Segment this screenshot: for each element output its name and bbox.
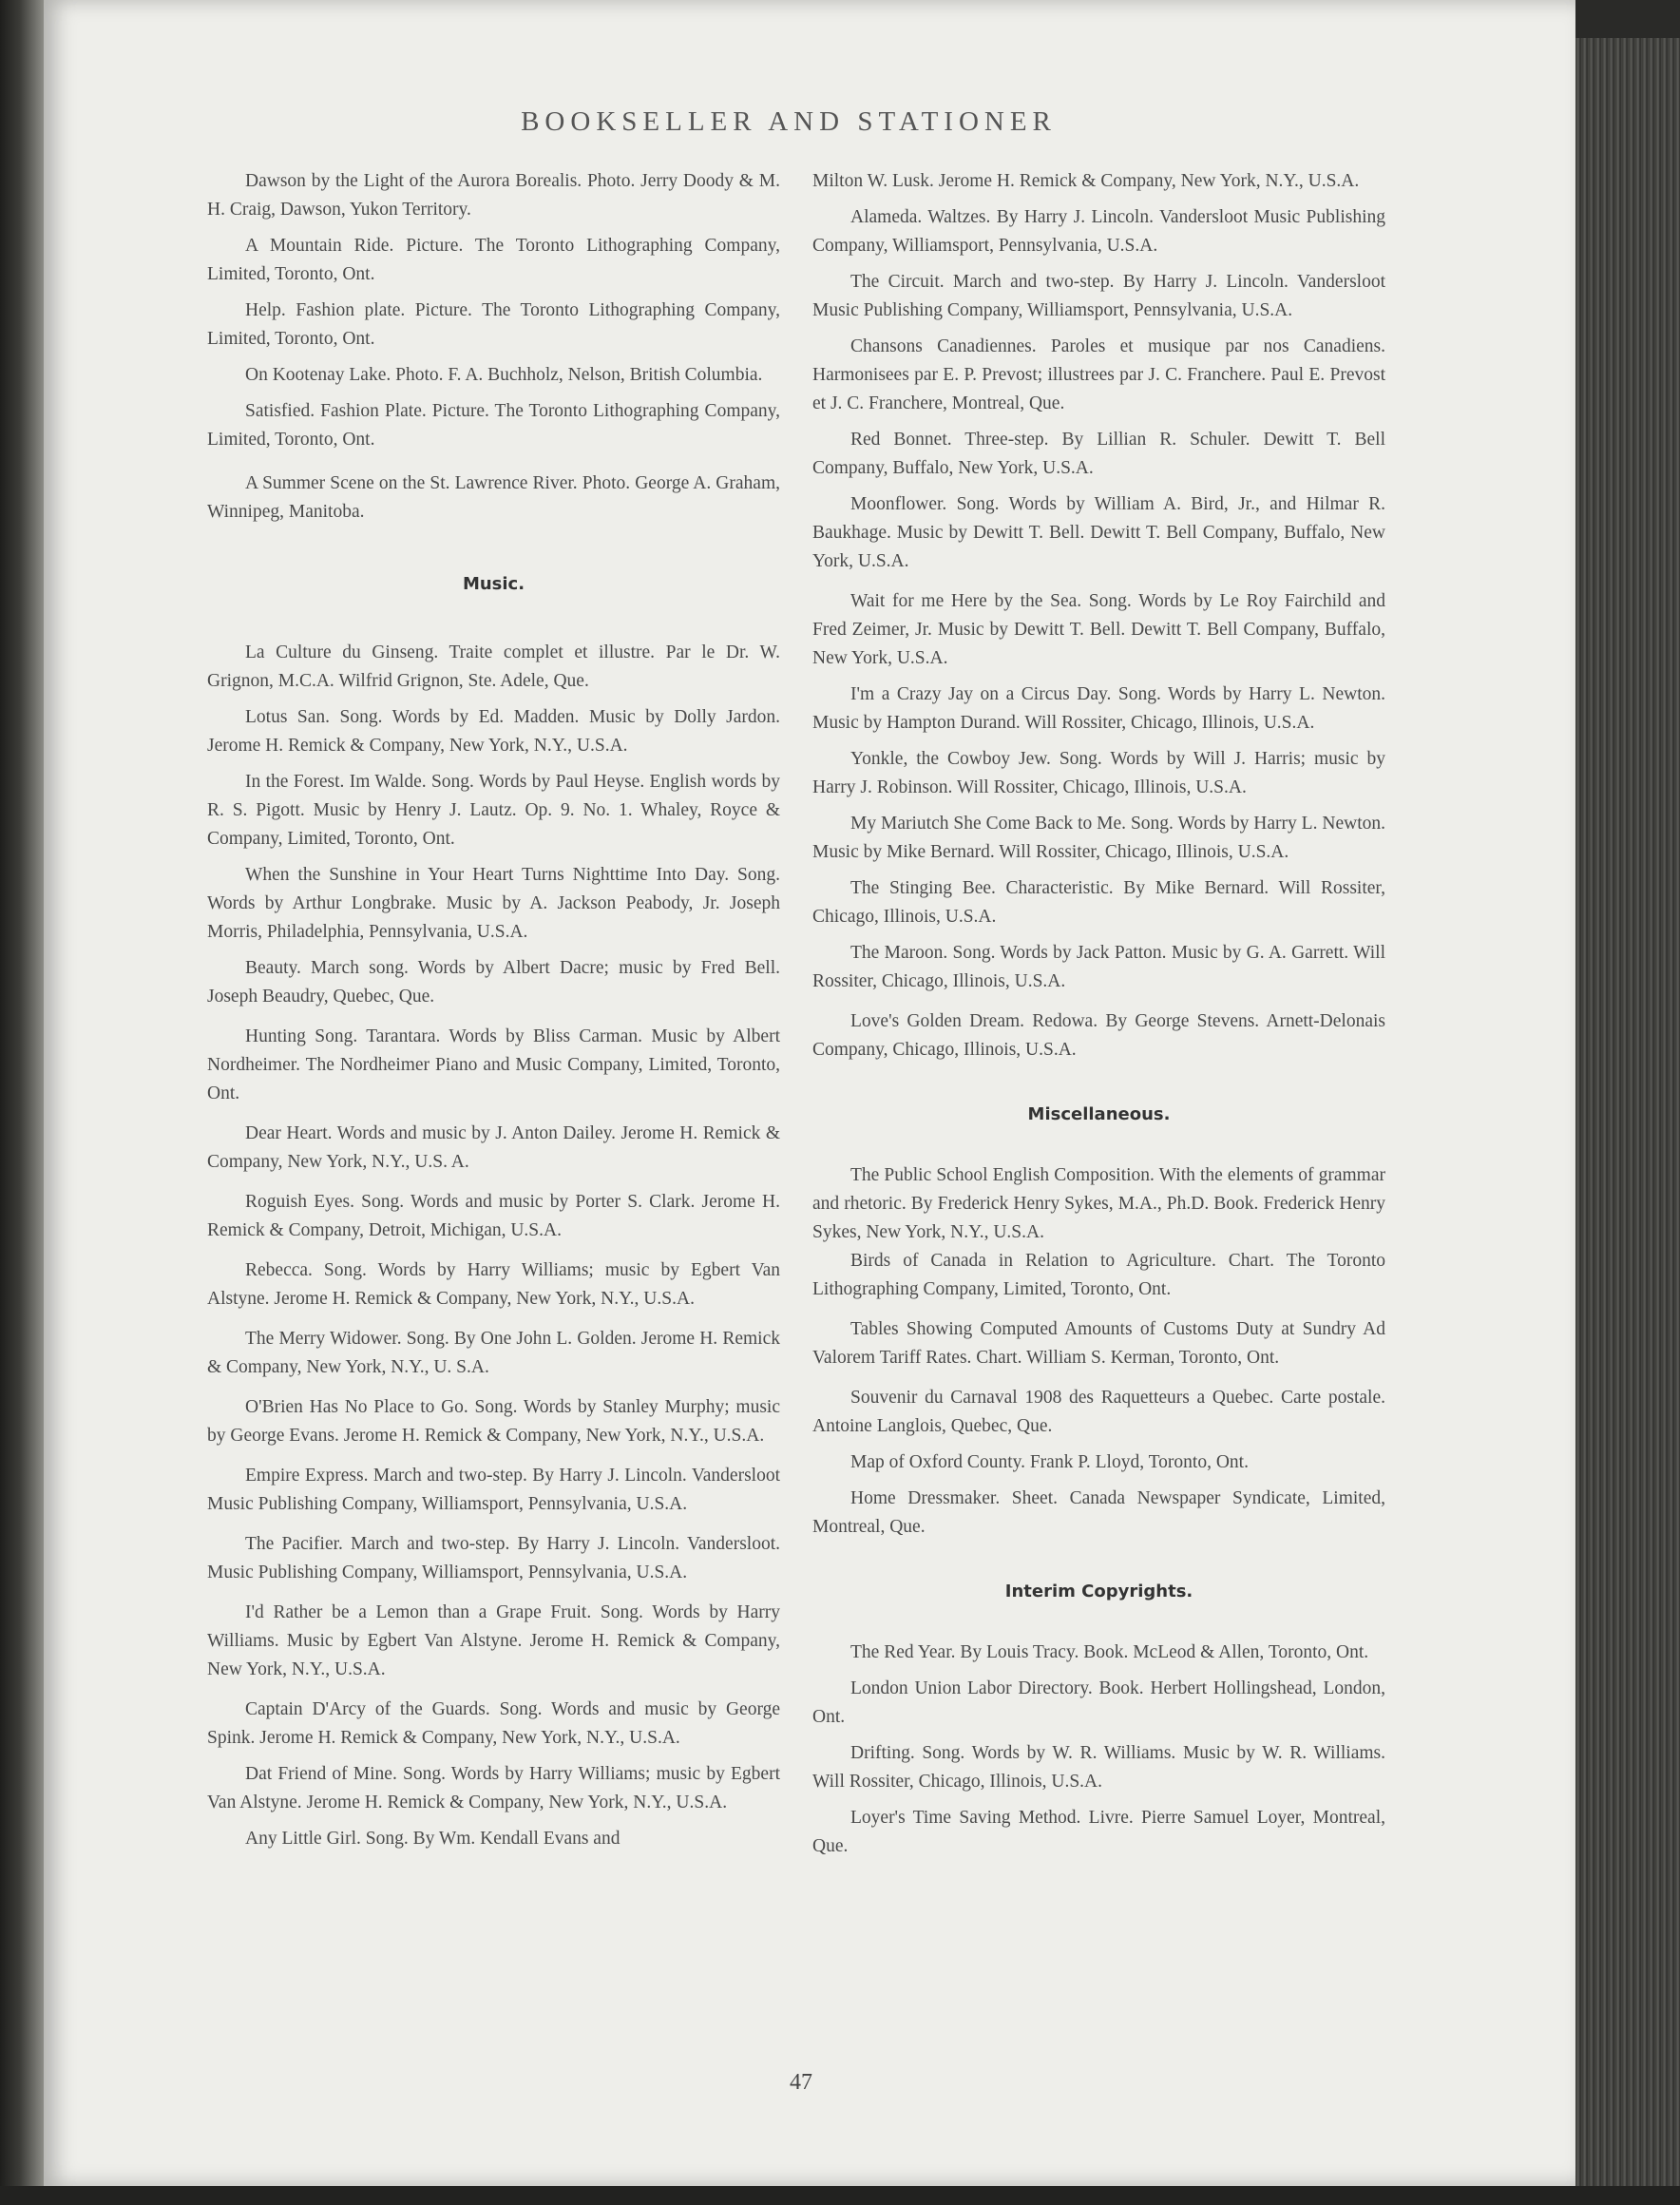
list-item: Beauty. March song. Words by Albert Dacre; music by Fred Bell. Joseph Beaudry, Quebec, Que. [207, 958, 780, 1007]
list-item: Hunting Song. Tarantara. Words by Bliss Carman. Music by Albert Nordheimer. The Nordheimer Piano and Music Company, Limited, Toronto, Ont. [207, 1026, 780, 1103]
scan-bottom-border [0, 2186, 1680, 2205]
list-item: La Culture du Ginseng. Traite complet et illustre. Par le Dr. W. Grignon, M.C.A. Wilfrid Grignon, Ste. Adele, Que. [207, 642, 780, 691]
list-item: The Stinging Bee. Characteristic. By Mike Bernard. Will Rossiter, Chicago, Illinois, U.S.A. [812, 878, 1385, 927]
list-item: Alameda. Waltzes. By Harry J. Lincoln. Vandersloot Music Publishing Company, Williamsport, Pennsylvania, U.S.A. [812, 207, 1385, 256]
list-item: Tables Showing Computed Amounts of Customs Duty at Sundry Ad Valorem Tariff Rates. Chart. William S. Kerman, Toronto, Ont. [812, 1319, 1385, 1368]
list-item: I'd Rather be a Lemon than a Grape Fruit. Song. Words by Harry Williams. Music by Egbert Van Alstyne. Jerome H. Remick & Company, New York, N.Y., U.S.A. [207, 1602, 780, 1679]
interim-list [812, 1639, 1385, 1861]
list-item: The Maroon. Song. Words by Jack Patton. Music by G. A. Garrett. Will Rossiter, Chicago, Illinois, U.S.A. [812, 943, 1385, 991]
list-item: The Red Year. By Louis Tracy. Book. McLeod & Allen, Toronto, Ont. [850, 1642, 1369, 1662]
running-title: BOOKSELLER AND STATIONER [521, 106, 1057, 137]
list-item: Rebecca. Song. Words by Harry Williams; music by Egbert Van Alstyne. Jerome H. Remick & Company, New York, N.Y., U.S.A. [207, 1260, 780, 1309]
list-item: I'm a Crazy Jay on a Circus Day. Song. Words by Harry L. Newton. Music by Hampton Durand. Will Rossiter, Chicago, Illinois, U.S.A. [812, 684, 1385, 733]
intro-list [207, 167, 780, 527]
list-item: Any Little Girl. Song. By Wm. Kendall Evans and [245, 1829, 620, 1849]
list-item: My Mariutch She Come Back to Me. Song. Words by Harry L. Newton. Music by Mike Bernard. Will Rossiter, Chicago, Illinois, U.S.A. [812, 814, 1385, 862]
list-item: Drifting. Song. Words by W. R. Williams. Music by W. R. Williams. Will Rossiter, Chicago, Illinois, U.S.A. [812, 1743, 1385, 1792]
page-edges [1575, 38, 1680, 2186]
list-item: Moonflower. Song. Words by William A. Bird, Jr., and Hilmar R. Baukhage. Music by Dewitt T. Bell. Dewitt T. Bell Company, Buffalo, New York, U.S.A. [812, 494, 1385, 571]
left-column [207, 167, 780, 1853]
list-item: Map of Oxford County. Frank P. Lloyd, Toronto, Ont. [850, 1452, 1249, 1472]
list-item: Yonkle, the Cowboy Jew. Song. Words by Will J. Harris; music by Harry J. Robinson. Will Rossiter, Chicago, Illinois, U.S.A. [812, 749, 1385, 797]
list-item: The Pacifier. March and two-step. By Harry J. Lincoln. Vandersloot. Music Publishing Company, Williamsport, Pennsylvania, U.S.A. [207, 1534, 780, 1582]
list-item: Home Dressmaker. Sheet. Canada Newspaper Syndicate, Limited, Montreal, Que. [812, 1488, 1385, 1537]
list-item: O'Brien Has No Place to Go. Song. Words by Stanley Murphy; music by George Evans. Jerome H. Remick & Company, New York, N.Y., U.S.A. [207, 1397, 780, 1446]
list-item: Milton W. Lusk. Jerome H. Remick & Company, New York, N.Y., U.S.A. [812, 171, 1360, 191]
list-item: Love's Golden Dream. Redowa. By George Stevens. Arnett-Delonais Company, Chicago, Illinois, U.S.A. [812, 1011, 1385, 1060]
list-item: Red Bonnet. Three-step. By Lillian R. Schuler. Dewitt T. Bell Company, Buffalo, New York, U.S.A. [812, 430, 1385, 478]
list-item: The Merry Widower. Song. By One John L. Golden. Jerome H. Remick & Company, New York, N.Y., U. S.A. [207, 1329, 780, 1377]
list-item: Wait for me Here by the Sea. Song. Words by Le Roy Fairchild and Fred Zeimer, Jr. Music by Dewitt T. Bell. Dewitt T. Bell Company, Buffalo, New York, U.S.A. [812, 591, 1385, 668]
list-item: A Summer Scene on the St. Lawrence River. Photo. George A. Graham, Winnipeg, Manitoba. [207, 473, 780, 522]
list-item: Loyer's Time Saving Method. Livre. Pierre Samuel Loyer, Montreal, Que. [812, 1808, 1385, 1856]
list-item: The Circuit. March and two-step. By Harry J. Lincoln. Vandersloot Music Publishing Company, Williamsport, Pennsylvania, U.S.A. [812, 272, 1385, 320]
list-item: Roguish Eyes. Song. Words and music by Porter S. Clark. Jerome H. Remick & Company, Detroit, Michigan, U.S.A. [207, 1192, 780, 1240]
list-item: Empire Express. March and two-step. By Harry J. Lincoln. Vandersloot Music Publishing Company, Williamsport, Pennsylvania, U.S.A. [207, 1466, 780, 1514]
list-item: Lotus San. Song. Words by Ed. Madden. Music by Dolly Jardon. Jerome H. Remick & Company, New York, N.Y., U.S.A. [207, 707, 780, 756]
music-list-continued [812, 167, 1385, 1064]
list-item: When the Sunshine in Your Heart Turns Nighttime Into Day. Song. Words by Arthur Longbrake. Music by A. Jackson Peabody, Jr. Joseph Morris, Philadelphia, Pennsylvania, U.S.A. [207, 865, 780, 942]
list-item: Dawson by the Light of the Aurora Borealis. Photo. Jerry Doody & M. H. Craig, Dawson, Yukon Territory. [207, 171, 780, 220]
page-number: 47 [790, 2070, 812, 2095]
section-heading-interim-copyrights: Interim Copyrights. [1004, 1582, 1193, 1601]
section-heading-miscellaneous: Miscellaneous. [1027, 1104, 1171, 1124]
list-item: The Public School English Composition. With the elements of grammar and rhetoric. By Frederick Henry Sykes, M.A., Ph.D. Book. Frederick Henry Sykes, New York, N.Y., U.S.A. [812, 1165, 1385, 1242]
list-item: Captain D'Arcy of the Guards. Song. Words and music by George Spink. Jerome H. Remick & Company, New York, N.Y., U.S.A. [207, 1699, 780, 1748]
right-column [812, 167, 1385, 1861]
list-item: Chansons Canadiennes. Paroles et musique par nos Canadiens. Harmonisees par E. P. Prevost; illustrees par J. C. Franchere. Paul E. Prevost et J. C. Franchere, Montreal, Que. [812, 336, 1385, 413]
list-item: Dat Friend of Mine. Song. Words by Harry Williams; music by Egbert Van Alstyne. Jerome H. Remick & Company, New York, N.Y., U.S.A. [207, 1764, 780, 1812]
list-item: In the Forest. Im Walde. Song. Words by Paul Heyse. English words by R. S. Pigott. Music by Henry J. Lautz. Op. 9. No. 1. Whaley, Royce & Company, Limited, Toronto, Ont. [207, 772, 780, 849]
list-item: Birds of Canada in Relation to Agriculture. Chart. The Toronto Lithographing Company, Limited, Toronto, Ont. [812, 1251, 1385, 1299]
misc-list [812, 1161, 1385, 1542]
list-item: Dear Heart. Words and music by J. Anton Dailey. Jerome H. Remick & Company, New York, N.Y., U.S. A. [207, 1123, 780, 1172]
list-item: On Kootenay Lake. Photo. F. A. Buchholz, Nelson, British Columbia. [245, 365, 763, 385]
list-item: A Mountain Ride. Picture. The Toronto Lithographing Company, Limited, Toronto, Ont. [207, 236, 780, 284]
list-item: London Union Labor Directory. Book. Herbert Hollingshead, London, Ont. [812, 1678, 1385, 1727]
list-item: Help. Fashion plate. Picture. The Toronto Lithographing Company, Limited, Toronto, Ont. [207, 300, 780, 349]
list-item: Satisfied. Fashion Plate. Picture. The Toronto Lithographing Company, Limited, Toronto, Ont. [207, 401, 780, 450]
music-list [207, 639, 780, 1853]
list-item: Souvenir du Carnaval 1908 des Raquetteurs a Quebec. Carte postale. Antoine Langlois, Quebec, Que. [812, 1388, 1385, 1436]
section-heading-music: Music. [462, 574, 525, 594]
